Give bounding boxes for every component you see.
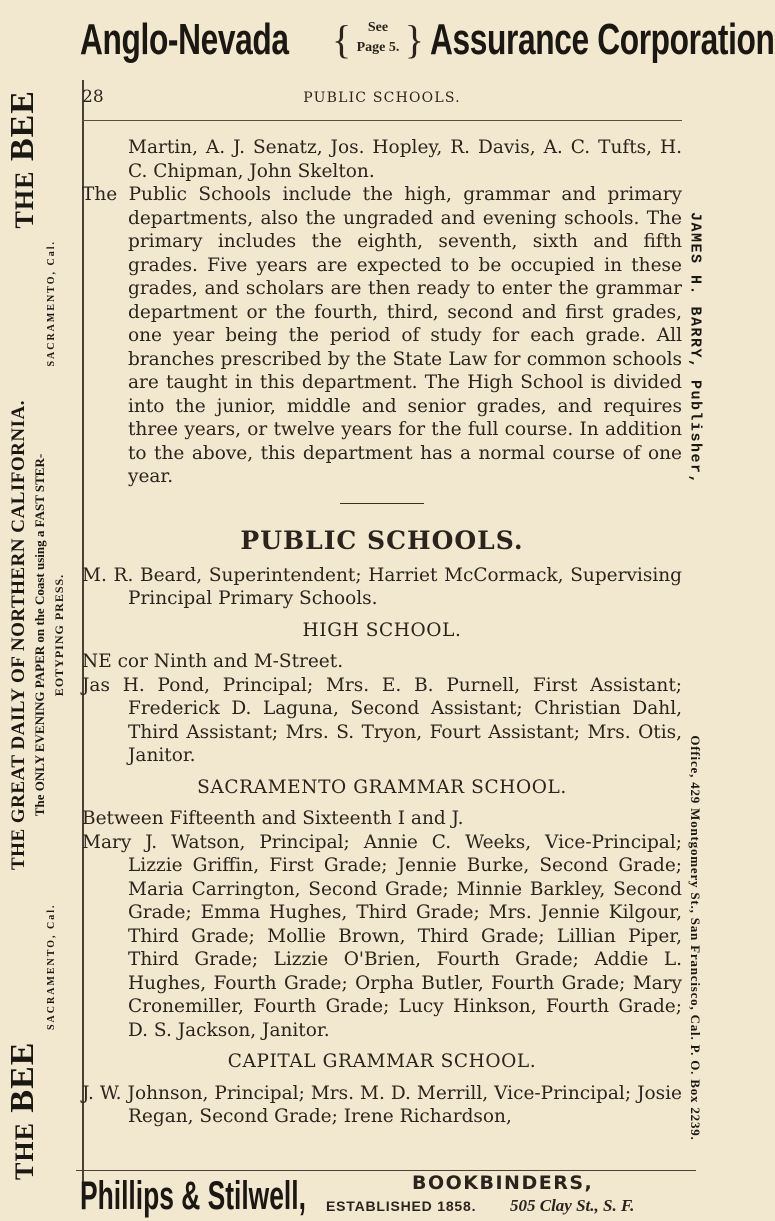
sacramento-grammar-staff: Mary J. Watson, Principal; Annie C. Weeks, Vice-Principal; Lizzie Griffin, First Grade; Jennie Burke, Second Grade; Maria Carrington, Second Grade; Minnie Barkley, Second Grade; Emma Hughes, Third Grade; Mrs. Jennie Kilgour, Third Grade; Mollie Brown, Third Grade; Lillian Piper, Third Grade; Lizzie O'Brien, Fourth Grade; Addie L. Hughes, Fourth Grade; Orpha Butler, Fourth Grade; Mary Cronemiller, Fourth Grade; Lucy Hinkson, Fourth Grade; D. S. Jackson, Janitor. [82,831,682,1041]
banner-see-note [332,17,424,64]
the-label-left: THE [10,1122,39,1180]
bee-label-left: BEE [4,1041,41,1113]
right-brace-glyph: } [404,17,424,62]
left-band-text [2,90,80,1180]
publisher-label: JAMES H. BARRY, Publisher, [686,211,704,486]
capital-grammar-heading: CAPITAL GRAMMAR SCHOOL. [227,1051,537,1072]
left-brace-glyph: { [332,17,352,62]
section-heading: PUBLIC SCHOOLS. [240,525,524,555]
high-school-heading: HIGH SCHOOL. [302,619,462,641]
publisher-address: Office, 429 Montgomery St., San Francisco, Cal. P. O. Box 2239. [688,735,703,1141]
page-number: 28 [82,87,104,107]
sacramento-label-left: SACRAMENTO, Cal. [46,903,57,1030]
bookbinder-trade: BOOKBINDERS, [412,1172,594,1194]
bee-masthead-right [4,90,42,228]
sacramento-grammar-location: Between Fifteenth and Sixteenth I and J. [82,808,464,829]
superintendent-entry: M. R. Beard, Superintendent; Harriet McCormack, Supervising Principal Primary Schools. [82,564,682,609]
top-advertisement-banner [62,6,775,74]
high-school-staff: Jas H. Pond, Principal; Mrs. E. B. Purnell, First Assistant; Frederick D. Laguna, Second Assistant; Christian Dahl, Third Assistant; Mrs. S. Tryon, Fourt Assistant; Mrs. Otis, Janitor. [82,674,682,766]
left-advertisement-band [0,80,84,1190]
bee-label-right: BEE [4,90,41,162]
bee-masthead-left [4,1042,42,1180]
page-reference: Page 5. [356,40,400,55]
page-header [82,84,682,121]
intro-paragraph: The Public Schools include the high, grammar and primary departments, also the ungraded and evening schools. The primary includes the eighth, seventh, sixth and fifth grades. Five years are expected to be occupied in these grades, and scholars are then ready to enter the grammar department or the fourth, third, second and first grades, one year being the period of study for each grade. All branches prescribed by the State Law for common schools are taught in this department. The High School is divided into the junior, middle and senior grades, and requires three years, or twelve years for the full course. In addition to the above, this department has a normal course of one year. [82,184,682,487]
see-label: See [367,20,389,35]
established-year: ESTABLISHED 1858. [326,1198,477,1214]
page-body [82,136,682,1129]
masthead-line-1: THE GREAT DAILY OF NORTHERN CALIFORNIA. [8,400,29,870]
banner-company-left: Anglo-Nevada [80,15,289,64]
banner-company-right: Assurance Corporation [430,15,775,64]
masthead-line-3: EOTYPING PRESS. [52,573,66,697]
sacramento-label-right: SACRAMENTO, Cal. [46,240,57,367]
high-school-location: NE cor Ninth and M-Street. [82,651,344,672]
bottom-advertisement-banner [76,1170,696,1221]
bookbinder-address: 505 Clay St., S. F. [510,1196,635,1215]
masthead-line-2: The ONLY EVENING PAPER on the Coast using a FAST STER- [32,453,47,817]
right-advertisement-band [684,80,706,1190]
sacramento-grammar-heading: SACRAMENTO GRAMMAR SCHOOL. [197,776,567,798]
continued-paragraph: Martin, A. J. Senatz, Jos. Hopley, R. Davis, A. C. Tufts, H. C. Chipman, John Skelton. [128,137,682,182]
bookbinder-firm-name: Phillips & Stilwell, [80,1174,306,1218]
running-title: PUBLIC SCHOOLS. [303,90,461,106]
the-label-right: THE [10,170,39,229]
capital-grammar-staff: J. W. Johnson, Principal; Mrs. M. D. Merrill, Vice-Principal; Josie Regan, Second Grade; Irene Richardson, [82,1082,682,1127]
section-divider [340,503,424,504]
